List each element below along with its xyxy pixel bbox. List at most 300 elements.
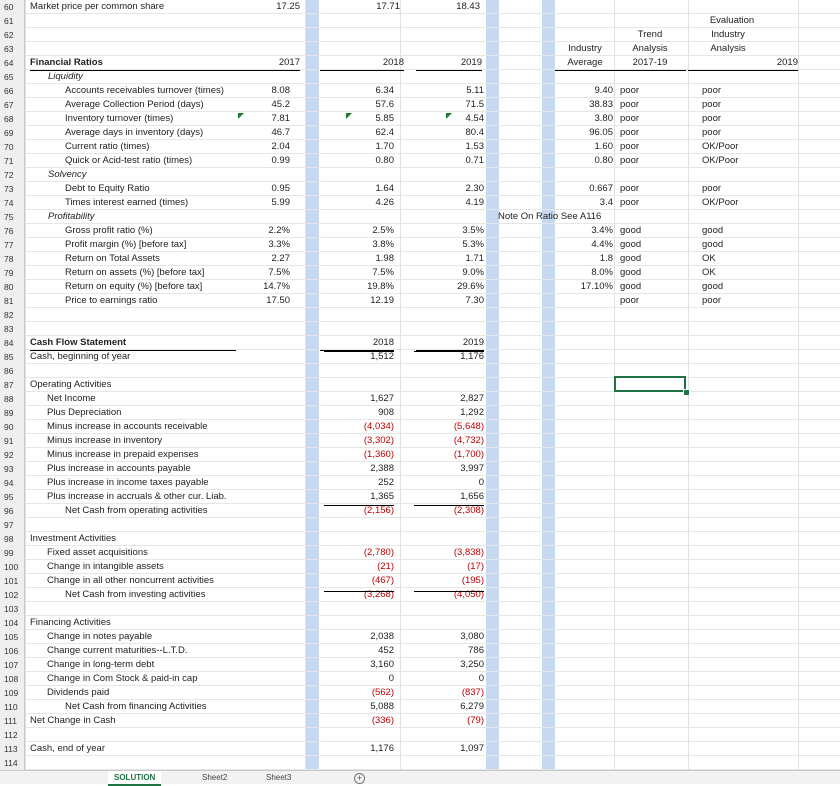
- cell[interactable]: 46.7: [271, 127, 290, 138]
- cell[interactable]: 0.95: [271, 183, 290, 194]
- cell[interactable]: 12.19: [370, 295, 394, 306]
- cell[interactable]: 0: [388, 673, 394, 684]
- cell[interactable]: Operating Activities: [30, 379, 112, 390]
- cell[interactable]: 80.4: [465, 127, 484, 138]
- cell[interactable]: poor: [702, 183, 722, 194]
- sheet-row: [0, 266, 840, 280]
- cell[interactable]: 3,160: [370, 659, 394, 670]
- cell[interactable]: (4,034): [363, 421, 394, 432]
- cell[interactable]: Solvency: [48, 169, 87, 180]
- cell[interactable]: 1.71: [465, 253, 484, 264]
- cell[interactable]: 4.26: [375, 197, 394, 208]
- sheet-row: [0, 476, 840, 490]
- cell[interactable]: good: [702, 281, 724, 292]
- cell[interactable]: 5,088: [370, 701, 394, 712]
- cell[interactable]: Change in all other noncurrent activities: [47, 575, 214, 586]
- cell[interactable]: Profitability: [48, 211, 95, 222]
- cell[interactable]: 2019: [688, 56, 798, 71]
- cell[interactable]: Change in intangible assets: [47, 561, 164, 572]
- sheet-row: [0, 616, 840, 630]
- cell[interactable]: (336): [371, 715, 394, 726]
- cell[interactable]: Average days in inventory (days): [65, 127, 204, 138]
- cell[interactable]: Market price per common share: [30, 1, 165, 12]
- cell[interactable]: Note On Ratio See A116: [498, 211, 602, 222]
- row-header[interactable]: 105: [0, 630, 25, 644]
- cell[interactable]: Plus Depreciation: [47, 407, 122, 418]
- sheet-row: [0, 602, 840, 616]
- error-indicator-icon[interactable]: [238, 113, 244, 119]
- row-header[interactable]: 110: [0, 700, 25, 714]
- sheet-row: [0, 700, 840, 714]
- sheet-row: [0, 308, 840, 322]
- cell[interactable]: poor: [702, 113, 722, 124]
- cell[interactable]: 17.50: [266, 295, 290, 306]
- cell[interactable]: good: [620, 267, 642, 278]
- sheet-row: [0, 14, 840, 28]
- cell[interactable]: Net Cash from financing Activities: [65, 701, 207, 712]
- cell[interactable]: 3.4%: [591, 225, 613, 236]
- cell[interactable]: 4.4%: [591, 239, 613, 250]
- cell[interactable]: 1.70: [375, 141, 394, 152]
- sheet-row: [0, 392, 840, 406]
- cell[interactable]: 2019: [416, 56, 482, 71]
- cell[interactable]: Times interest earned (times): [65, 197, 189, 208]
- cell[interactable]: 1.53: [465, 141, 484, 152]
- row-header[interactable]: 73: [0, 182, 25, 196]
- cell[interactable]: Evaluation: [709, 15, 755, 26]
- cell[interactable]: Financing Activities: [30, 617, 111, 628]
- cell[interactable]: 96.05: [589, 127, 613, 138]
- cell[interactable]: 3.3%: [268, 239, 290, 250]
- row-header[interactable]: 93: [0, 462, 25, 476]
- cell[interactable]: Change in Com Stock & paid-in cap: [47, 673, 198, 684]
- cell[interactable]: Industry: [568, 43, 602, 54]
- cell[interactable]: (195): [461, 575, 484, 586]
- sheet-row: [0, 462, 840, 476]
- cell[interactable]: Minus increase in prepaid expenses: [47, 449, 199, 460]
- sheet-row: [0, 154, 840, 168]
- cell[interactable]: (21): [377, 561, 394, 572]
- selected-cell[interactable]: [614, 376, 686, 392]
- cell[interactable]: 1.98: [375, 253, 394, 264]
- error-indicator-icon[interactable]: [346, 113, 352, 119]
- cell[interactable]: 1.64: [375, 183, 394, 194]
- cell[interactable]: 1.8: [599, 253, 613, 264]
- cell[interactable]: good: [620, 281, 642, 292]
- cell[interactable]: poor: [620, 295, 640, 306]
- cell[interactable]: 2,038: [370, 631, 394, 642]
- sheet-row: [0, 336, 840, 350]
- cell[interactable]: (5,648): [453, 421, 484, 432]
- cell[interactable]: Analysis: [710, 43, 746, 54]
- sheet-row: [0, 574, 840, 588]
- cell[interactable]: (4,732): [453, 435, 484, 446]
- cell[interactable]: Quick or Acid-test ratio (times): [65, 155, 193, 166]
- row-header[interactable]: 66: [0, 84, 25, 98]
- row-header[interactable]: 74: [0, 196, 25, 210]
- row-header[interactable]: 109: [0, 686, 25, 700]
- cell[interactable]: 0: [478, 673, 484, 684]
- row-header[interactable]: 87: [0, 378, 25, 392]
- cell[interactable]: poor: [620, 99, 640, 110]
- sheet-row: [0, 168, 840, 182]
- row-header[interactable]: 86: [0, 364, 25, 378]
- cell[interactable]: Profit margin (%) [before tax]: [65, 239, 187, 250]
- cell[interactable]: poor: [702, 295, 722, 306]
- cell[interactable]: poor: [620, 85, 640, 96]
- row-header[interactable]: 103: [0, 602, 25, 616]
- cell[interactable]: 5.3%: [462, 239, 484, 250]
- cell[interactable]: 1,365: [370, 491, 394, 502]
- cell[interactable]: Net Income: [47, 393, 96, 404]
- error-indicator-icon[interactable]: [446, 113, 452, 119]
- cell[interactable]: (1,700): [453, 449, 484, 460]
- cell[interactable]: (17): [467, 561, 484, 572]
- cell[interactable]: 2,827: [460, 393, 484, 404]
- sheet-row: [0, 448, 840, 462]
- cell[interactable]: 8.0%: [591, 267, 613, 278]
- cell[interactable]: Financial Ratios: [30, 56, 236, 71]
- cell[interactable]: 1.60: [594, 141, 613, 152]
- subtotal-underline: [414, 591, 484, 592]
- cell[interactable]: poor: [620, 141, 640, 152]
- cell[interactable]: 0.80: [375, 155, 394, 166]
- row-header[interactable]: 92: [0, 448, 25, 462]
- cell[interactable]: (3,268): [363, 589, 394, 600]
- cell[interactable]: Trend: [637, 29, 663, 40]
- cell[interactable]: 0.99: [271, 155, 290, 166]
- cell[interactable]: good: [620, 239, 642, 250]
- cell[interactable]: 6,279: [460, 701, 484, 712]
- cell[interactable]: good: [702, 239, 724, 250]
- cell[interactable]: Accounts receivables turnover (times): [65, 85, 224, 96]
- cell[interactable]: 9.0%: [462, 267, 484, 278]
- row-header[interactable]: 68: [0, 112, 25, 126]
- tab-sheet3[interactable]: Sheet3: [266, 773, 292, 782]
- cell[interactable]: 2.30: [465, 183, 484, 194]
- cell[interactable]: OK/Poor: [702, 155, 739, 166]
- row-header[interactable]: 107: [0, 658, 25, 672]
- row-header[interactable]: 112: [0, 728, 25, 742]
- cell[interactable]: 2.04: [271, 141, 290, 152]
- cell[interactable]: poor: [702, 85, 722, 96]
- cell[interactable]: 38.83: [589, 99, 613, 110]
- cell[interactable]: 4.19: [465, 197, 484, 208]
- cell[interactable]: 29.6%: [457, 281, 484, 292]
- cell[interactable]: 2.27: [271, 253, 290, 264]
- cell[interactable]: Return on Total Assets: [65, 253, 160, 264]
- cell[interactable]: (2,308): [453, 505, 484, 516]
- cell[interactable]: good: [702, 225, 724, 236]
- cell[interactable]: 19.8%: [367, 281, 394, 292]
- cell[interactable]: 7.81: [271, 113, 290, 124]
- subtotal-underline: [324, 591, 394, 592]
- cell[interactable]: Net Change in Cash: [30, 715, 116, 726]
- row-header[interactable]: 82: [0, 308, 25, 322]
- sheet-row: [0, 644, 840, 658]
- cell[interactable]: Return on assets (%) [before tax]: [65, 267, 205, 278]
- cell[interactable]: 1,627: [370, 393, 394, 404]
- sheet-row: [0, 742, 840, 756]
- cell[interactable]: Price to earnings ratio: [65, 295, 158, 306]
- cell[interactable]: Current ratio (times): [65, 141, 150, 152]
- sheet-row: [0, 686, 840, 700]
- cell[interactable]: Debt to Equity Ratio: [65, 183, 150, 194]
- cell[interactable]: Average Collection Period (days): [65, 99, 204, 110]
- sheet-row: [0, 728, 840, 742]
- cell[interactable]: 7.5%: [372, 267, 394, 278]
- cell[interactable]: Plus increase in income taxes payable: [47, 477, 209, 488]
- sheet-row: [0, 28, 840, 42]
- row-header[interactable]: 67: [0, 98, 25, 112]
- cell[interactable]: 3.8%: [372, 239, 394, 250]
- cell[interactable]: 4.54: [465, 113, 484, 124]
- row-header[interactable]: 62: [0, 28, 25, 42]
- cell[interactable]: 1,512: [370, 351, 394, 362]
- cell[interactable]: 1,097: [460, 743, 484, 754]
- row-header[interactable]: 97: [0, 518, 25, 532]
- cell[interactable]: (4,050): [453, 589, 484, 600]
- tab-sheet2[interactable]: Sheet2: [202, 773, 228, 782]
- cell[interactable]: Dividends paid: [47, 687, 110, 698]
- cell[interactable]: 17.71: [376, 1, 400, 12]
- cell[interactable]: (467): [371, 575, 394, 586]
- row-header[interactable]: 70: [0, 140, 25, 154]
- cell[interactable]: Analysis: [632, 43, 668, 54]
- cell[interactable]: (837): [461, 687, 484, 698]
- cell[interactable]: Plus increase in accruals & other cur. Liab.: [47, 491, 227, 502]
- row-header[interactable]: 89: [0, 406, 25, 420]
- row-header[interactable]: 64: [0, 56, 25, 70]
- row-header[interactable]: 102: [0, 588, 25, 602]
- cell[interactable]: 7.5%: [268, 267, 290, 278]
- row-header[interactable]: 108: [0, 672, 25, 686]
- cell[interactable]: Minus increase in inventory: [47, 435, 163, 446]
- cell[interactable]: 3,250: [460, 659, 484, 670]
- cell[interactable]: poor: [702, 99, 722, 110]
- cell[interactable]: 7.30: [465, 295, 484, 306]
- cell[interactable]: Average: [555, 56, 615, 71]
- cell[interactable]: (3,838): [453, 547, 484, 558]
- row-header[interactable]: 101: [0, 574, 25, 588]
- sheet-row: [0, 672, 840, 686]
- cell[interactable]: good: [620, 253, 642, 264]
- cell[interactable]: 1,176: [460, 351, 484, 362]
- cell[interactable]: Cash, beginning of year: [30, 351, 131, 362]
- sheet-row: [0, 224, 840, 238]
- cell[interactable]: (2,780): [363, 547, 394, 558]
- sheet-row: [0, 126, 840, 140]
- cell[interactable]: 9.40: [594, 85, 613, 96]
- row-header[interactable]: 65: [0, 70, 25, 84]
- cell[interactable]: 6.34: [375, 85, 394, 96]
- cell[interactable]: Inventory turnover (times): [65, 113, 174, 124]
- cell[interactable]: Net Cash from investing activities: [65, 589, 206, 600]
- cell[interactable]: 5.85: [375, 113, 394, 124]
- cell[interactable]: 3.5%: [462, 225, 484, 236]
- cell[interactable]: Cash Flow Statement: [30, 336, 236, 351]
- sheet-row: [0, 350, 840, 364]
- row-header[interactable]: 84: [0, 336, 25, 350]
- cell[interactable]: 1,292: [460, 407, 484, 418]
- sheet-row: [0, 0, 840, 14]
- cell[interactable]: Fixed asset acquisitions: [47, 547, 148, 558]
- cell[interactable]: good: [620, 225, 642, 236]
- sheet-tab-bar: [0, 770, 840, 784]
- cell[interactable]: poor: [702, 127, 722, 138]
- row-header[interactable]: 76: [0, 224, 25, 238]
- subtotal-underline: [414, 505, 484, 506]
- cell[interactable]: (562): [371, 687, 394, 698]
- cell[interactable]: Change in notes payable: [47, 631, 153, 642]
- sheet-row: [0, 546, 840, 560]
- row-header[interactable]: 81: [0, 294, 25, 308]
- cell[interactable]: 452: [378, 645, 394, 656]
- cell[interactable]: Change in long-term debt: [47, 659, 155, 670]
- cell[interactable]: 14.7%: [263, 281, 290, 292]
- cell[interactable]: 2,388: [370, 463, 394, 474]
- cell[interactable]: 2017-19: [614, 56, 686, 71]
- row-header[interactable]: 69: [0, 126, 25, 140]
- cell[interactable]: poor: [620, 127, 640, 138]
- cell[interactable]: 2019: [416, 336, 484, 351]
- cell[interactable]: Minus increase in accounts receivable: [47, 421, 208, 432]
- row-header[interactable]: 113: [0, 742, 25, 756]
- row-header[interactable]: 111: [0, 714, 25, 728]
- row-header[interactable]: 72: [0, 168, 25, 182]
- cell[interactable]: 2018: [320, 336, 394, 351]
- cell[interactable]: 3,997: [460, 463, 484, 474]
- cell[interactable]: 3.80: [594, 113, 613, 124]
- sheet-row: [0, 112, 840, 126]
- cell[interactable]: 1,176: [370, 743, 394, 754]
- cell[interactable]: Liquidity: [48, 71, 83, 82]
- cell[interactable]: 2.5%: [372, 225, 394, 236]
- cell[interactable]: (3,302): [363, 435, 394, 446]
- sheet-row: [0, 84, 840, 98]
- row-header[interactable]: 75: [0, 210, 25, 224]
- row-header[interactable]: 61: [0, 14, 25, 28]
- row-header[interactable]: 114: [0, 756, 25, 770]
- cell[interactable]: 3,080: [460, 631, 484, 642]
- sheet-row: [0, 42, 840, 56]
- sheet-row: [0, 434, 840, 448]
- cell[interactable]: poor: [620, 155, 640, 166]
- row-header[interactable]: 96: [0, 504, 25, 518]
- cell[interactable]: 45.2: [271, 99, 290, 110]
- cell[interactable]: 5.99: [271, 197, 290, 208]
- cell[interactable]: 18.43: [456, 1, 480, 12]
- cell[interactable]: OK/Poor: [702, 141, 739, 152]
- row-header[interactable]: 80: [0, 280, 25, 294]
- sheet-row: [0, 280, 840, 294]
- cell[interactable]: 5.11: [466, 85, 484, 96]
- row-header[interactable]: 78: [0, 252, 25, 266]
- cell[interactable]: 908: [378, 407, 394, 418]
- cell[interactable]: Investment Activities: [30, 533, 117, 544]
- sheet-row: [0, 140, 840, 154]
- cell[interactable]: Gross profit ratio (%): [65, 225, 153, 236]
- cell[interactable]: Cash, end of year: [30, 743, 105, 754]
- row-header[interactable]: 63: [0, 42, 25, 56]
- row-header[interactable]: 77: [0, 238, 25, 252]
- cell[interactable]: 71.5: [465, 99, 484, 110]
- fill-handle[interactable]: [683, 389, 690, 396]
- cell[interactable]: (2,156): [363, 505, 394, 516]
- cell[interactable]: 0.71: [465, 155, 484, 166]
- row-header[interactable]: 99: [0, 546, 25, 560]
- sheet-row: [0, 532, 840, 546]
- row-header[interactable]: 98: [0, 532, 25, 546]
- cell[interactable]: 62.4: [375, 127, 394, 138]
- row-header[interactable]: 60: [0, 0, 25, 14]
- cell[interactable]: Plus increase in accounts payable: [47, 463, 191, 474]
- row-header[interactable]: 83: [0, 322, 25, 336]
- cell[interactable]: 8.08: [271, 85, 290, 96]
- sheet-row: [0, 196, 840, 210]
- sheet-row: [0, 294, 840, 308]
- cell[interactable]: 786: [468, 645, 484, 656]
- cell[interactable]: 3.4: [599, 197, 613, 208]
- cell[interactable]: (1,360): [363, 449, 394, 460]
- row-header[interactable]: 90: [0, 420, 25, 434]
- sheet-row: [0, 420, 840, 434]
- cell[interactable]: OK/Poor: [702, 197, 739, 208]
- heading-underline: [414, 351, 484, 352]
- cell[interactable]: (79): [467, 715, 484, 726]
- tab-solution[interactable]: SOLUTION: [108, 771, 161, 786]
- sheet-row: [0, 504, 840, 518]
- row-header[interactable]: 71: [0, 154, 25, 168]
- cell[interactable]: poor: [620, 113, 640, 124]
- row-header[interactable]: 91: [0, 434, 25, 448]
- row-header[interactable]: 95: [0, 490, 25, 504]
- cell[interactable]: Change current maturities--L.T.D.: [47, 645, 188, 656]
- cell[interactable]: Net Cash from operating activities: [65, 505, 208, 516]
- row-header[interactable]: 106: [0, 644, 25, 658]
- cell[interactable]: poor: [620, 197, 640, 208]
- cell[interactable]: 17.10%: [580, 281, 613, 292]
- cell[interactable]: poor: [620, 183, 640, 194]
- sheet-row: [0, 364, 840, 378]
- sheet-row: [0, 518, 840, 532]
- cell[interactable]: OK: [702, 267, 716, 278]
- cell[interactable]: 252: [378, 477, 394, 488]
- add-sheet-icon[interactable]: +: [354, 773, 365, 784]
- sheet-row: [0, 56, 840, 70]
- row-header[interactable]: 100: [0, 560, 25, 574]
- cell[interactable]: 57.6: [375, 99, 394, 110]
- cell[interactable]: 17.25: [276, 1, 300, 12]
- cell[interactable]: 0.667: [589, 183, 613, 194]
- row-header[interactable]: 94: [0, 476, 25, 490]
- cell[interactable]: OK: [702, 253, 716, 264]
- cell[interactable]: 1,656: [460, 491, 484, 502]
- row-header[interactable]: 88: [0, 392, 25, 406]
- sheet-row: [0, 252, 840, 266]
- sheet-row: [0, 714, 840, 728]
- cell[interactable]: Return on equity (%) [before tax]: [65, 281, 203, 292]
- cell[interactable]: 2018: [320, 56, 404, 71]
- row-header[interactable]: 85: [0, 350, 25, 364]
- cell[interactable]: 0: [478, 477, 484, 488]
- cell[interactable]: 2.2%: [268, 225, 290, 236]
- cell[interactable]: Industry: [711, 29, 745, 40]
- row-header[interactable]: 104: [0, 616, 25, 630]
- cell[interactable]: 2017: [236, 56, 300, 71]
- cell[interactable]: 0.80: [594, 155, 613, 166]
- row-header[interactable]: 79: [0, 266, 25, 280]
